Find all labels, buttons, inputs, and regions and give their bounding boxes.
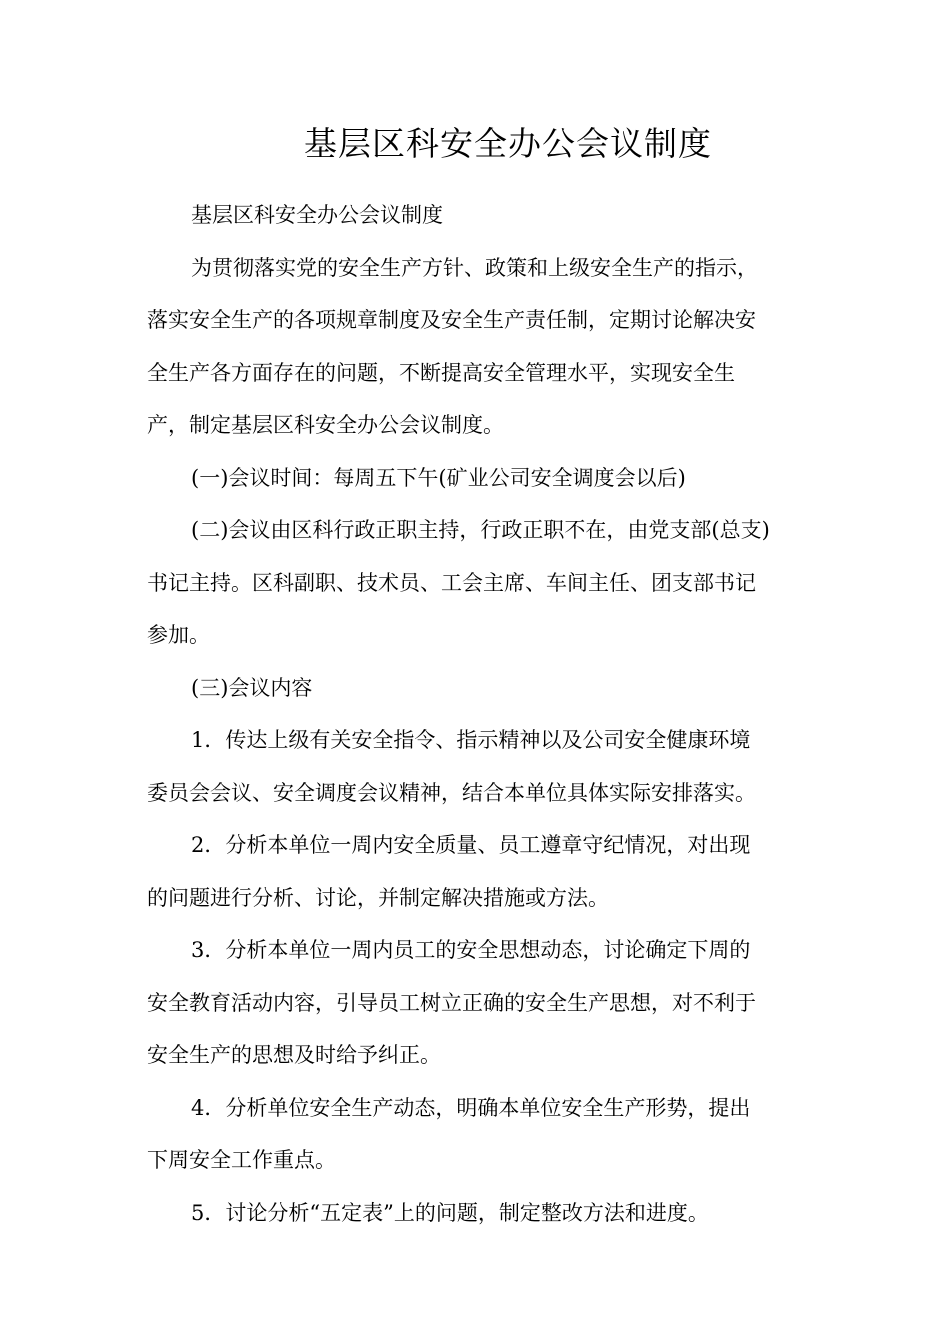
text-line: 下周安全工作重点。 [147, 1148, 336, 1172]
text-line: 书记主持。区科副职、技术员、工会主席、车间主任、团支部书记 [147, 570, 756, 595]
text-line: 参加。 [147, 623, 210, 647]
text-line: (二)会议由区科行政正职主持，行政正职不在，由党支部(总支) [191, 518, 770, 542]
text-line: 落实安全生产的各项规章制度及安全生产责任制，定期讨论解决安 [147, 308, 756, 332]
document-body [147, 194, 807, 1244]
text-line: (一)会议时间：每周五下午(矿业公司安全调度会以后) [191, 465, 686, 490]
text-line: 5．讨论分析“五定表”上的问题，制定整改方法和进度。 [191, 1200, 709, 1225]
text-line: 安全生产的思想及时给予纠正。 [147, 1043, 441, 1067]
page-title: 基层区科安全办公会议制度 [304, 124, 712, 163]
text-line: 产，制定基层区科安全办公会议制度。 [147, 413, 504, 437]
text-line: 1．传达上级有关安全指令、指示精神以及公司安全健康环境 [191, 728, 751, 752]
text-line: 基层区科安全办公会议制度 [191, 203, 443, 227]
text-line: 全生产各方面存在的问题，不断提高安全管理水平，实现安全生 [147, 360, 735, 385]
text-line: 4．分析单位安全生产动态，明确本单位安全生产形势，提出 [191, 1095, 751, 1120]
text-line: 3．分析本单位一周内员工的安全思想动态，讨论确定下周的 [191, 938, 751, 962]
text-line: 2．分析本单位一周内安全质量、员工遵章守纪情况，对出现 [191, 833, 751, 857]
text-line: 安全教育活动内容，引导员工树立正确的安全生产思想，对不利于 [147, 990, 756, 1015]
text-line: 委员会会议、安全调度会议精神，结合本单位具体实际安排落实。 [147, 780, 756, 805]
text-line: (三)会议内容 [191, 675, 313, 700]
text-line: 的问题进行分析、讨论，并制定解决措施或方法。 [147, 885, 609, 910]
text-line: 为贯彻落实党的安全生产方针、政策和上级安全生产的指示， [191, 255, 758, 280]
